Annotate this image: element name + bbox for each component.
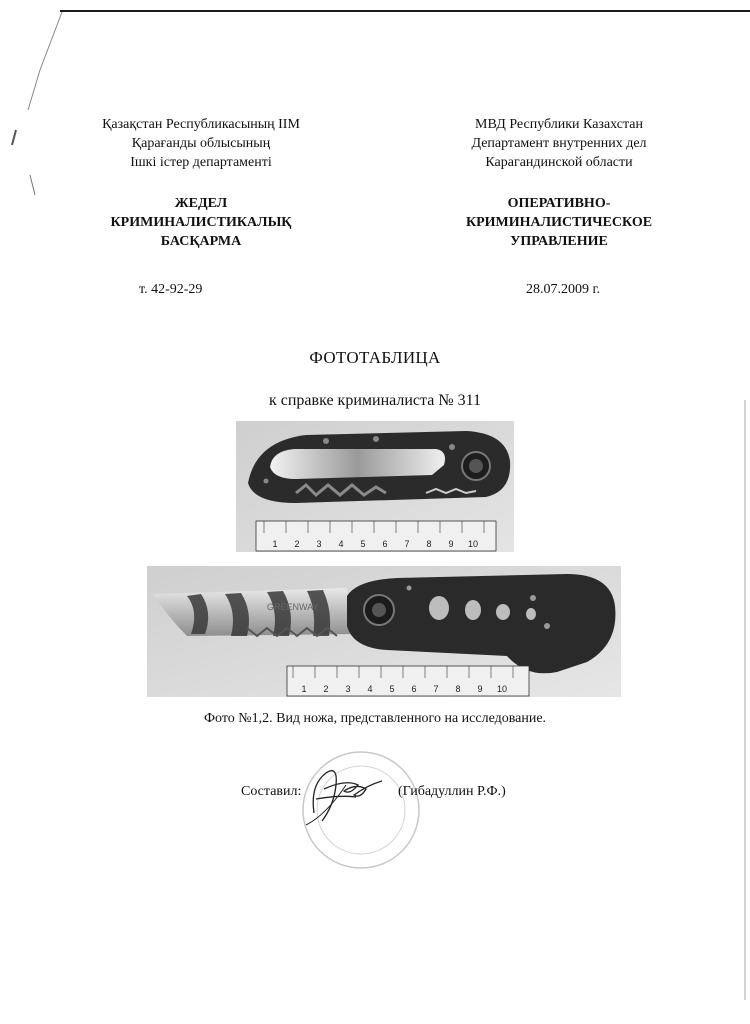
ruler2-mark-10: 10 — [496, 684, 508, 694]
header-right-dept — [418, 194, 700, 251]
header-left-dept2: КРИМИНАЛИСТИКАЛЫҚ — [110, 215, 292, 230]
ruler2-mark-7: 7 — [433, 684, 439, 694]
header-right-line1: МВД Республики Казахстан — [475, 117, 643, 132]
header-right-line2: Департамент внутренних дел — [471, 136, 647, 151]
header-right-line3: Карагандинской области — [485, 155, 633, 170]
scan-top-border — [60, 10, 750, 12]
ruler1-mark-6: 6 — [382, 539, 388, 549]
compiler-name: (Гибадуллин Р.Ф.) — [398, 784, 506, 799]
ruler1-mark-7: 7 — [404, 539, 410, 549]
compiled-label: Составил: — [241, 784, 302, 799]
ruler1-mark-4: 4 — [338, 539, 344, 549]
header-right-dept3: УПРАВЛЕНИЕ — [510, 234, 608, 249]
header-left-dept — [60, 194, 342, 251]
page-title: ФОТОТАБЛИЦА — [309, 348, 441, 367]
photo-2-open-knife — [147, 566, 621, 697]
header-left-dept1: ЖЕДЕЛ — [174, 196, 228, 211]
document-date: 28.07.2009 г. — [526, 282, 601, 297]
ruler1-mark-8: 8 — [426, 539, 432, 549]
photo-1-folded-knife — [236, 421, 514, 552]
ruler2-mark-5: 5 — [389, 684, 395, 694]
ruler1-mark-2: 2 — [294, 539, 300, 549]
ruler2-mark-2: 2 — [323, 684, 329, 694]
ruler1-mark-5: 5 — [360, 539, 366, 549]
header-right — [418, 115, 700, 251]
handwritten-signature — [296, 755, 396, 835]
ruler1-mark-1: 1 — [272, 539, 278, 549]
ruler2-mark-1: 1 — [301, 684, 307, 694]
blade-brand-text: GREENWAY — [267, 602, 319, 612]
ruler2-mark-4: 4 — [367, 684, 373, 694]
ruler1-mark-10: 10 — [467, 539, 479, 549]
ruler1-mark-3: 3 — [316, 539, 322, 549]
ruler2-mark-6: 6 — [411, 684, 417, 694]
ruler2-mark-3: 3 — [345, 684, 351, 694]
header-left-line3: Ішкі істер департаменті — [130, 155, 272, 170]
header-left — [60, 115, 342, 251]
ruler2-mark-8: 8 — [455, 684, 461, 694]
page-subtitle: к справке криминалиста № 311 — [268, 392, 481, 409]
header-left-line2: Қарағанды облысының — [131, 136, 271, 151]
phone-number: т. 42-92-29 — [139, 282, 203, 297]
header-left-line1: Қазақстан Республикасының ІІМ — [102, 117, 300, 132]
ruler2-mark-9: 9 — [477, 684, 483, 694]
ruler1-mark-9: 9 — [448, 539, 454, 549]
photo-caption: Фото №1,2. Вид ножа, представленного на исследование. — [203, 711, 547, 726]
header-right-dept2: КРИМИНАЛИСТИЧЕСКОЕ — [465, 215, 653, 230]
header-left-dept3: БАСҚАРМА — [160, 234, 242, 249]
header-right-dept1: ОПЕРАТИВНО- — [507, 196, 611, 211]
